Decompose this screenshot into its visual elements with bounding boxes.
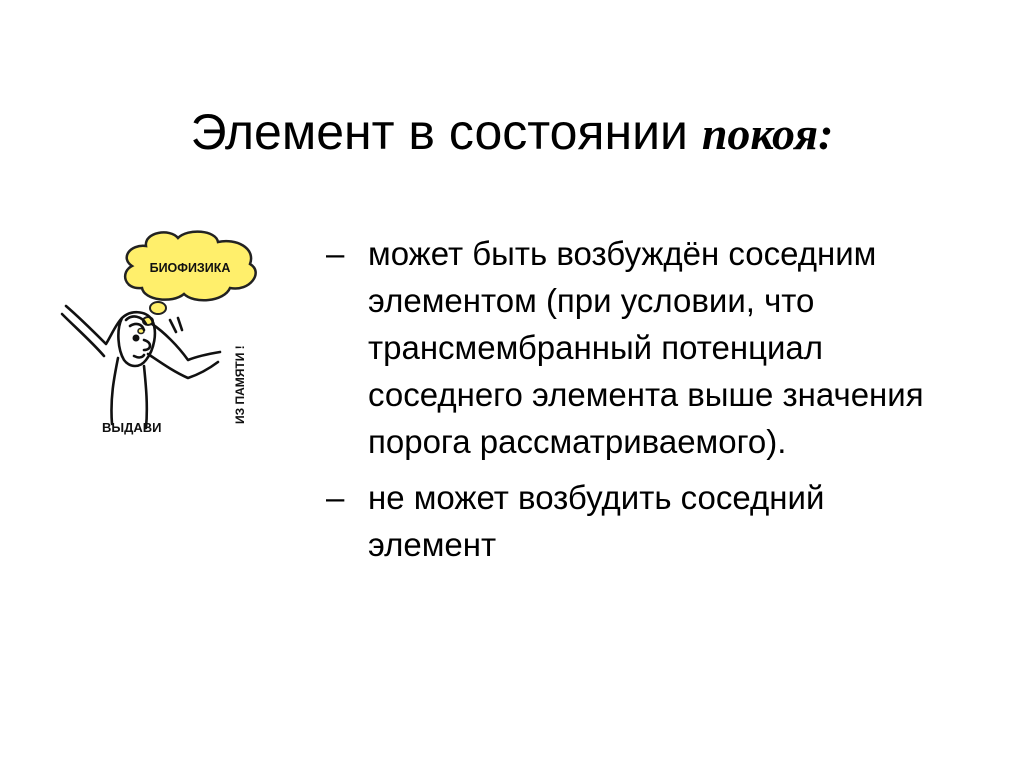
bullet-list <box>318 230 958 577</box>
slide-title <box>0 96 1024 170</box>
figure-drawing <box>62 306 220 428</box>
bullet-text: не может возбудить соседний элемент <box>368 479 825 563</box>
thought-cloud-icon <box>125 232 256 334</box>
thought-text: БИОФИЗИКА <box>149 261 231 275</box>
bullet-marker: – <box>326 479 345 516</box>
cartoon-illustration <box>60 228 278 438</box>
bullet-item <box>318 474 958 568</box>
caption-right: ИЗ ПАМЯТИ ! <box>233 345 247 424</box>
title-plain: Элемент в состоянии <box>190 104 702 160</box>
bullet-marker: – <box>326 235 345 272</box>
title-emphasis: покоя: <box>701 108 834 159</box>
bullet-item <box>318 230 958 465</box>
thinking-figure-icon <box>60 228 278 438</box>
caption-left: ВЫДАВИ <box>102 420 162 435</box>
bullet-text: может быть возбуждён соседним элементом (при условии, что трансмембранный потенциал соседнего элемента выше значения порога рассматриваемого). <box>368 235 924 460</box>
